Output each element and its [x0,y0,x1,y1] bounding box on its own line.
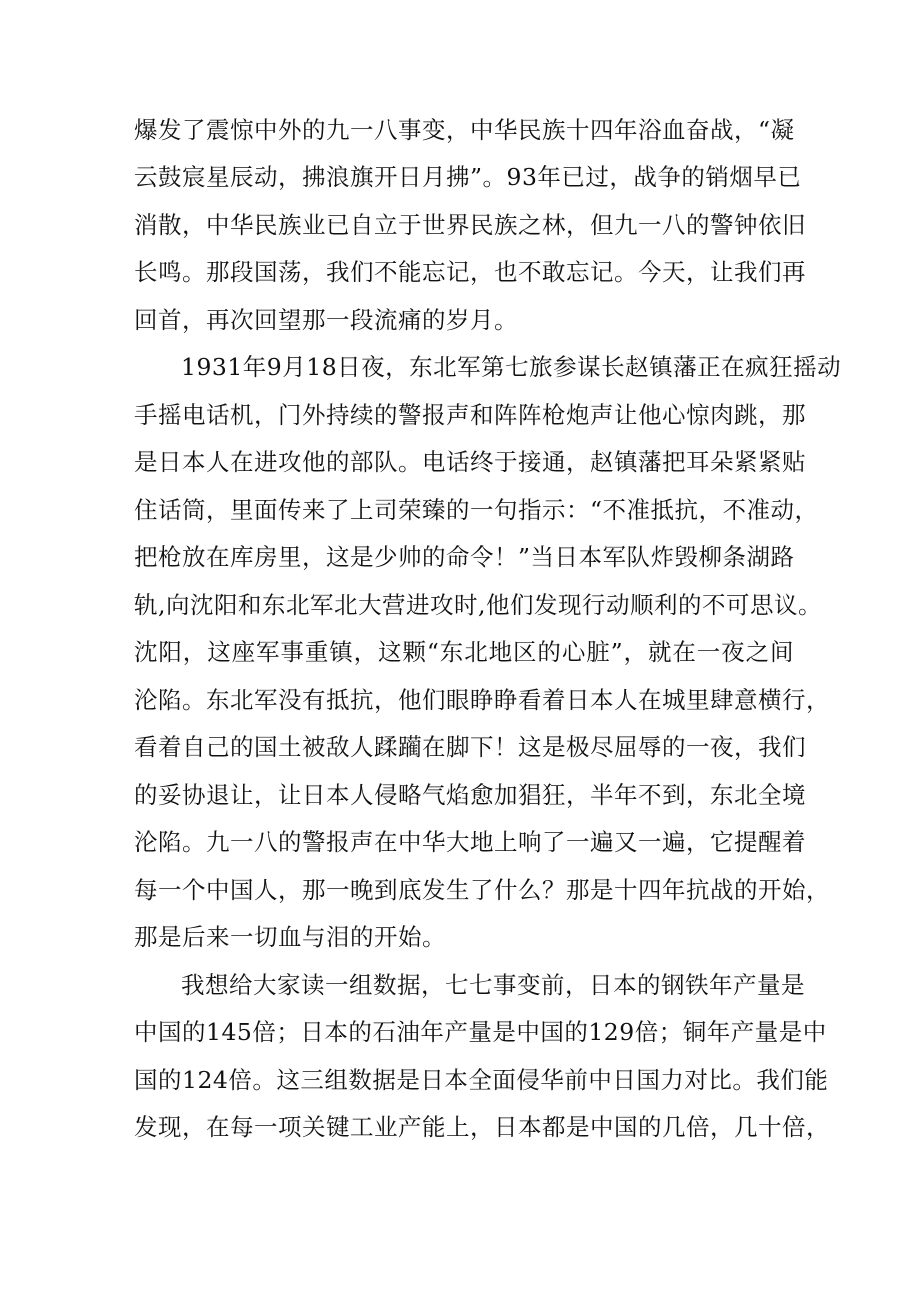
paragraph-line: 把枪放在库房里，这是少帅的命令！”当日本军队炸毁柳条湖路 [134,543,795,571]
paragraph-line: 那是后来一切血与泪的开始。 [134,923,446,951]
paragraph-line: 国的124倍。这三组数据是日本全面侵华前中日国力对比。我们能 [134,1066,829,1094]
paragraph-line: 消散，中华民族业已自立于世界民族之林，但九一八的警钟依旧 [134,211,806,239]
paragraph-line: 看着自己的国土被敌人蹂躏在脚下！这是极尽屈辱的一夜，我们 [134,733,806,761]
paragraph-line: 我想给大家读一组数据，七七事变前，日本的钢铁年产量是 [181,971,805,999]
paragraph-line: 是日本人在进攻他的部队。电话终于接通，赵镇藩把耳朵紧紧贴 [134,448,806,476]
paragraph-line: 沦陷。九一八的警报声在中华大地上响了一遍又一遍，它提醒着 [134,828,806,856]
paragraph-line: 的妥协退让，让日本人侵略气焰愈加猖狂，半年不到，东北全境 [134,781,806,809]
paragraph-line: 沦陷。东北军没有抵抗，他们眼睁睁看着日本人在城里肆意横行， [134,686,830,714]
paragraph-line: 云鼓宸星辰动，拂浪旗开日月拂”。93年已过，战争的销烟早已 [134,163,802,191]
paragraph-line: 发现，在每一项关键工业产能上，日本都是中国的几倍，几十倍， [134,1113,830,1141]
paragraph-line: 回首，再次回望那一段流痛的岁月。 [134,306,518,334]
paragraph-line: 沈阳，这座军事重镇，这颗“东北地区的心脏”，就在一夜之间 [134,638,794,666]
paragraph-line: 1931年9月18日夜，东北军第七旅参谋长赵镇藩正在疯狂摇动 [181,353,842,381]
paragraph-line: 住话筒，里面传来了上司荣臻的一句指示：“不准抵抗，不准动， [134,496,819,524]
paragraph-line: 手摇电话机，门外持续的警报声和阵阵枪炮声让他心惊肉跳，那 [134,401,806,429]
paragraph-line: 轨,向沈阳和东北军北大营进攻时,他们发现行动顺利的不可思议。 [134,591,822,619]
paragraph-line: 每一个中国人，那一晚到底发生了什么？那是十四年抗战的开始， [134,876,830,904]
paragraph-line: 长鸣。那段国荡，我们不能忘记，也不敢忘记。今天，让我们再 [134,258,806,286]
paragraph-line: 中国的145倍；日本的石油年产量是中国的129倍；铜年产量是中 [134,1018,827,1046]
paragraph-line: 爆发了震惊中外的九一八事变，中华民族十四年浴血奋战，“凝 [134,116,795,144]
